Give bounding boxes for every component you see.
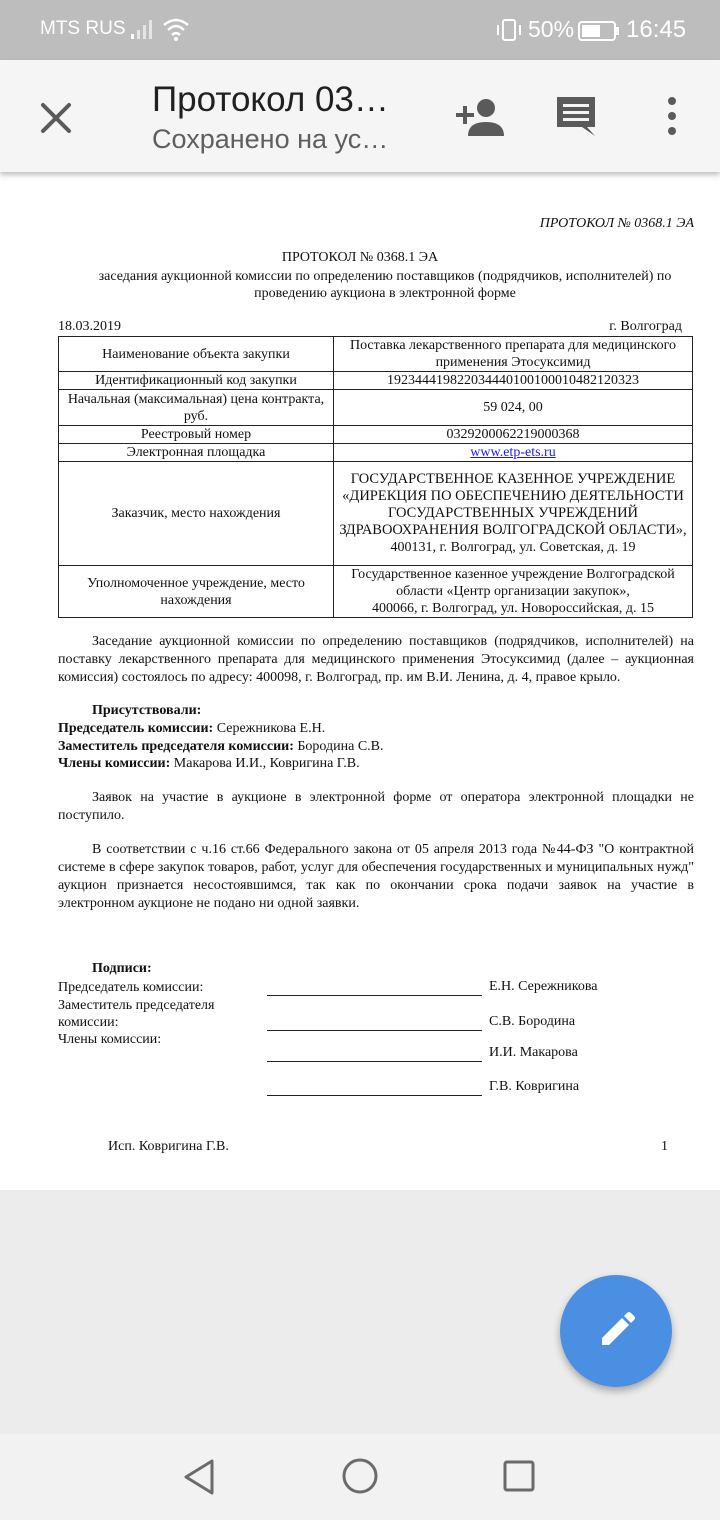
customer-address: 400131, г. Волгоград, ул. Советская, д. 19 <box>390 540 636 555</box>
table-cell-label: Начальная (максимальная) цена контракта, руб. <box>59 390 334 426</box>
table-cell-value <box>334 566 693 618</box>
signatory-name: И.И. Макарова <box>489 1045 578 1060</box>
table-cell-value <box>334 462 693 566</box>
close-button[interactable] <box>32 94 80 142</box>
signal-icon <box>130 18 154 45</box>
table-cell-label: Наименование объекта закупки <box>59 337 334 372</box>
add-person-icon <box>454 96 506 138</box>
table-row <box>59 337 693 372</box>
back-icon <box>182 1458 216 1496</box>
authorized-address: 400066, г. Волгоград, ул. Новороссийская, д. 15 <box>371 601 655 616</box>
sig-deputy-label-2: комиссии: <box>58 1015 119 1030</box>
executor-note: Исп. Ковригина Г.В. <box>108 1139 229 1154</box>
carrier-name: MTS RUS <box>40 18 126 39</box>
clock: 16:45 <box>626 16 687 43</box>
protocol-city: г. Волгоград <box>609 319 682 334</box>
signatory-name: Г.В. Ковригина <box>489 1079 580 1094</box>
edit-button[interactable] <box>560 1275 672 1387</box>
more-options-button[interactable] <box>660 96 684 141</box>
back-button[interactable] <box>182 1458 216 1501</box>
protocol-date: 18.03.2019 <box>58 319 121 334</box>
table-row <box>59 426 693 444</box>
table-row <box>59 372 693 390</box>
table-row <box>59 390 693 426</box>
close-icon <box>32 94 80 142</box>
signatory-name: С.В. Бородина <box>489 1014 576 1029</box>
recents-button[interactable] <box>502 1459 536 1498</box>
document-title: Протокол 03… <box>152 80 389 119</box>
app-bar <box>0 60 720 172</box>
sig-deputy-label: Заместитель председателя <box>58 998 215 1013</box>
table-cell-label: Уполномоченное учреждение, место нахождения <box>59 566 334 618</box>
page-header: ПРОТОКОЛ № 0368.1 ЭА <box>539 216 694 231</box>
home-icon <box>340 1456 380 1496</box>
battery-percent: 50% <box>528 16 575 42</box>
signature-line <box>267 995 482 996</box>
meeting-paragraph: Заседание аукционной комиссии по определению поставщиков (подрядчиков, исполнителей) на поставку лекарственного препарата для медицинского применения Этосуксимид (далее – аукционная комиссия) состоялось по адресу: 400098, г. Волгоград, пр. им В.И. Ленина, д. 4, правое крыло. <box>58 634 694 685</box>
signature-line <box>267 1030 482 1031</box>
protocol-subtitle: заседания аукционной комиссии по определению поставщиков (подрядчиков, исполнителей) по проведению аукциона в электронной форме <box>98 269 672 301</box>
comment-icon <box>554 94 598 138</box>
platform-link[interactable]: www.etp-ets.ru <box>470 445 556 460</box>
present-heading: Присутствовали: <box>92 703 202 718</box>
law-paragraph: В соответствии с ч.16 ст.66 Федерального закона от 05 апреля 2013 года №44-ФЗ "О контрактной системе в сфере закупок товаров, работ, услуг для обеспечения государственных и муниципальных нужд" аукцион признается несостоявшимся, так как по окончании срока подачи заявок на участие в электронном аукционе не подано ни одной заявки. <box>58 842 694 911</box>
protocol-title: ПРОТОКОЛ № 0368.1 ЭА <box>281 250 439 265</box>
chair-line: Председатель комиссии: Сережникова Е.Н. <box>58 721 326 736</box>
save-status: Сохранено на ус… <box>152 124 389 154</box>
table-cell-label: Электронная площадка <box>59 444 334 462</box>
table-cell-value: 59 024, 00 <box>334 390 693 426</box>
vibrate-icon <box>495 18 523 47</box>
page-number: 1 <box>661 1139 668 1154</box>
sig-members-label: Члены комиссии: <box>58 1032 162 1047</box>
signatures-heading: Подписи: <box>92 961 152 976</box>
edit-icon <box>596 1311 636 1351</box>
table-cell-value: Поставка лекарственного препарата для медицинского применения Этосуксимид <box>334 337 693 372</box>
navigation-bar <box>0 1434 720 1520</box>
table-cell-label: Реестровый номер <box>59 426 334 444</box>
document-page[interactable] <box>0 172 720 1190</box>
home-button[interactable] <box>340 1456 380 1501</box>
table-cell-label: Идентификационный код закупки <box>59 372 334 390</box>
table-row <box>59 444 693 462</box>
more-vert-icon <box>660 96 684 136</box>
wifi-icon <box>162 16 190 47</box>
comments-button[interactable] <box>554 94 598 143</box>
deputy-line: Заместитель председателя комиссии: Бородина С.В. <box>58 739 384 754</box>
authorized-name: Государственное казенное учреждение Волгоградской области «Центр организации закупок», <box>351 567 675 599</box>
signature-line <box>267 1095 482 1096</box>
battery-icon <box>578 20 620 47</box>
status-bar <box>0 0 720 60</box>
table-cell-label: Заказчик, место нахождения <box>59 462 334 566</box>
applications-paragraph: Заявок на участие в аукционе в электронной форме от оператора электронной площадки не поступило. <box>58 790 694 823</box>
table-row <box>59 462 693 566</box>
signature-line <box>267 1061 482 1062</box>
table-row <box>59 566 693 618</box>
table-cell-value: 192344419822034440100100010482120323 <box>334 372 693 390</box>
procurement-table <box>58 336 693 618</box>
members-line: Члены комиссии: Макарова И.И., Ковригина Г.В. <box>58 756 360 771</box>
recents-icon <box>502 1459 536 1493</box>
customer-name: ГОСУДАРСТВЕННОЕ КАЗЕННОЕ УЧРЕЖДЕНИЕ «ДИРЕКЦИЯ ПО ОБЕСПЕЧЕНИЮ ДЕЯТЕЛЬНОСТИ ГОСУДАРСТВЕННЫХ УЧРЕЖДЕНИЙ ЗДРАВООХРАНЕНИЯ ВОЛГОГРАДСКОЙ ОБЛАСТИ», <box>339 471 687 538</box>
table-cell-value <box>334 444 693 462</box>
table-cell-value: 0329200062219000368 <box>334 426 693 444</box>
sig-chair-label: Председатель комиссии: <box>58 980 204 995</box>
share-button[interactable] <box>454 96 506 143</box>
signatory-name: Е.Н. Сережникова <box>489 979 598 994</box>
